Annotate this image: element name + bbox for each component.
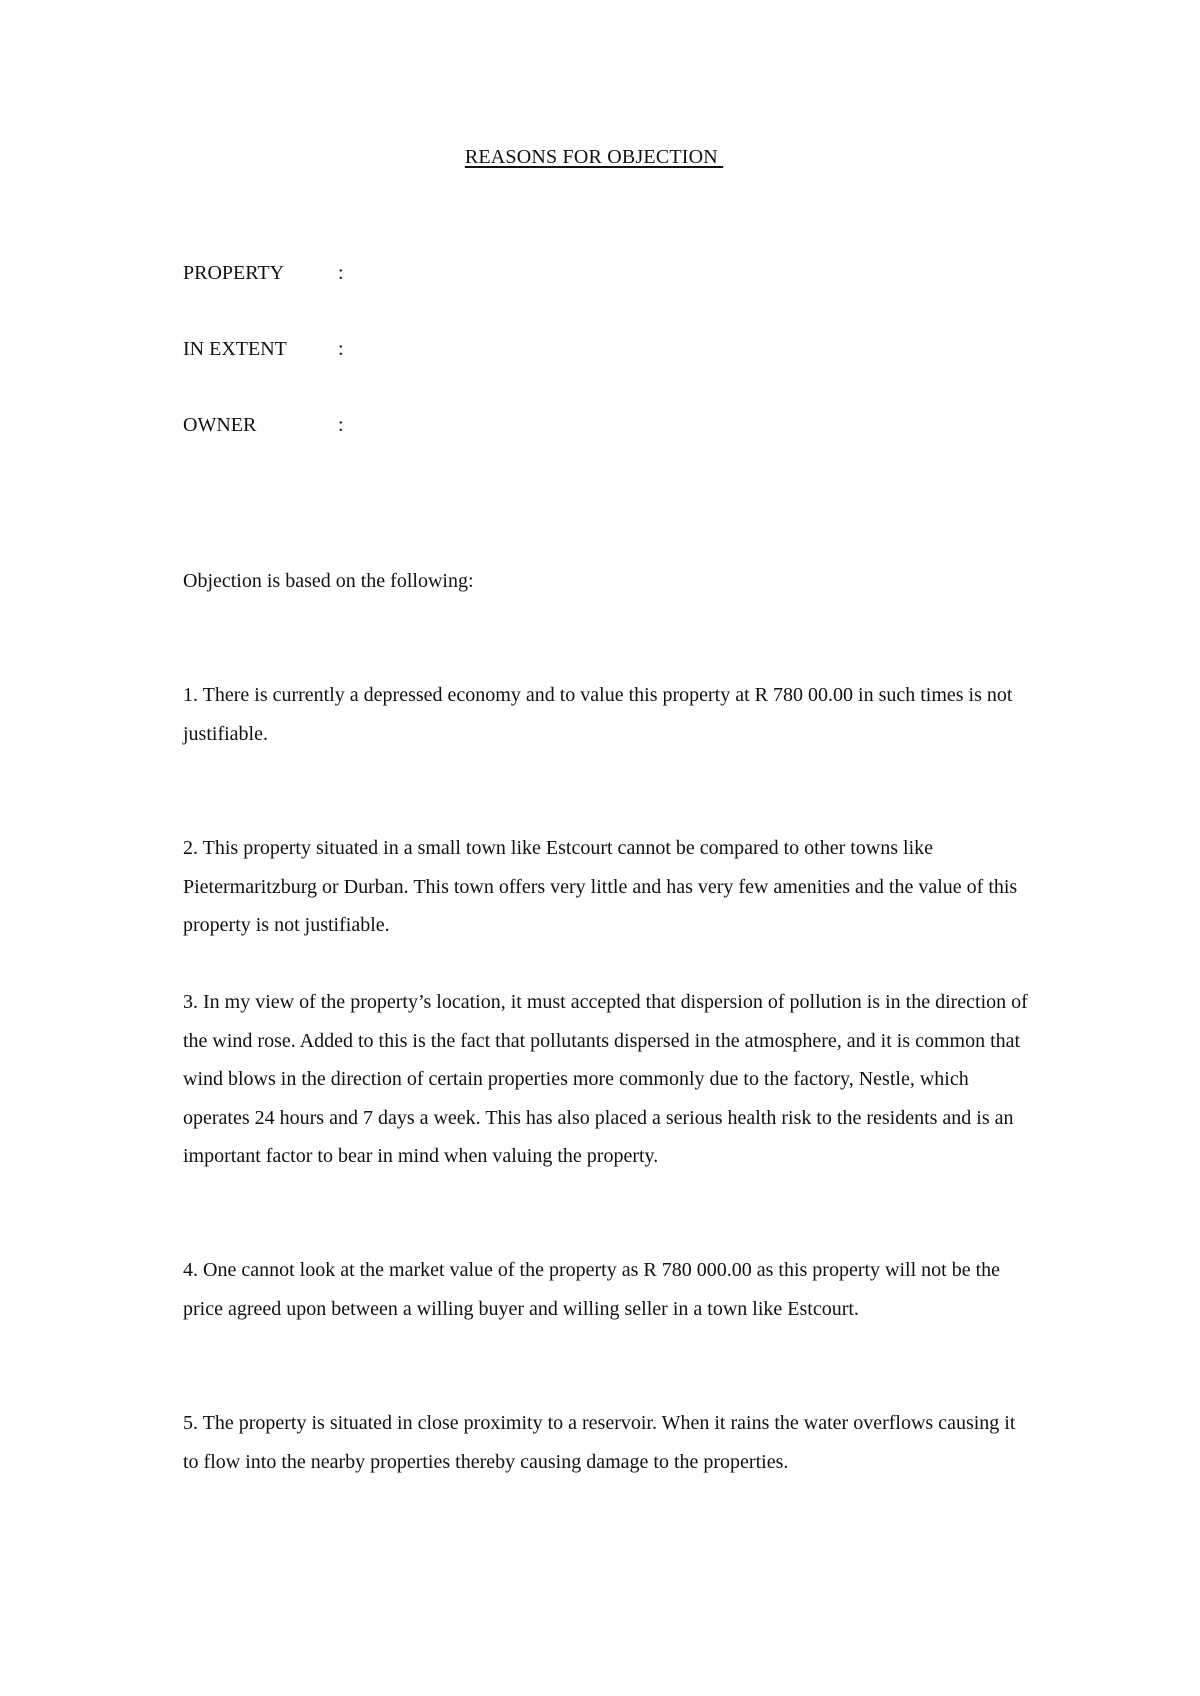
owner-field (183, 414, 344, 437)
in-extent-field (183, 338, 344, 361)
reason-1: 1. There is currently a depressed economy and to value this property at R 780 00.00 in such times is not justifiable. (183, 684, 1013, 745)
reason-5: 5. The property is situated in close proximity to a reservoir. When it rains the water overflows causing it to flow into the nearby properties thereby causing damage to the properties. (183, 1412, 1016, 1473)
reason-3: 3. In my view of the property’s location, it must accepted that dispersion of pollution is in the direction of the wind rose. Added to this is the fact that pollutants dispersed in the atmosphere, and it is common that wind blows in the direction of certain properties more commonly due to the factory, Nestle, which operates 24 hours and 7 days a week. This has also placed a serious health risk to the residents and is an important factor to bear in mind when valuing the property. (183, 991, 1028, 1167)
property-colon: : (338, 262, 344, 284)
property-field (183, 262, 344, 285)
objection-intro: Objection is based on the following: (183, 570, 474, 592)
reason-2: 2. This property situated in a small town like Estcourt cannot be compared to other towns like Pietermaritzburg or Durban. This town offers very little and has very few amenities and the value of this property is not justifiable. (183, 837, 1018, 936)
in-extent-colon: : (338, 338, 344, 360)
in-extent-label: IN EXTENT (183, 338, 287, 360)
reason-4: 4. One cannot look at the market value of the property as R 780 000.00 as this property will not be the price agreed upon between a willing buyer and willing seller in a town like Estcourt. (183, 1259, 1001, 1320)
document-title: REASONS FOR OBJECTION (464, 146, 724, 168)
owner-colon: : (338, 414, 344, 436)
property-label: PROPERTY (183, 262, 285, 284)
owner-label: OWNER (183, 414, 257, 436)
